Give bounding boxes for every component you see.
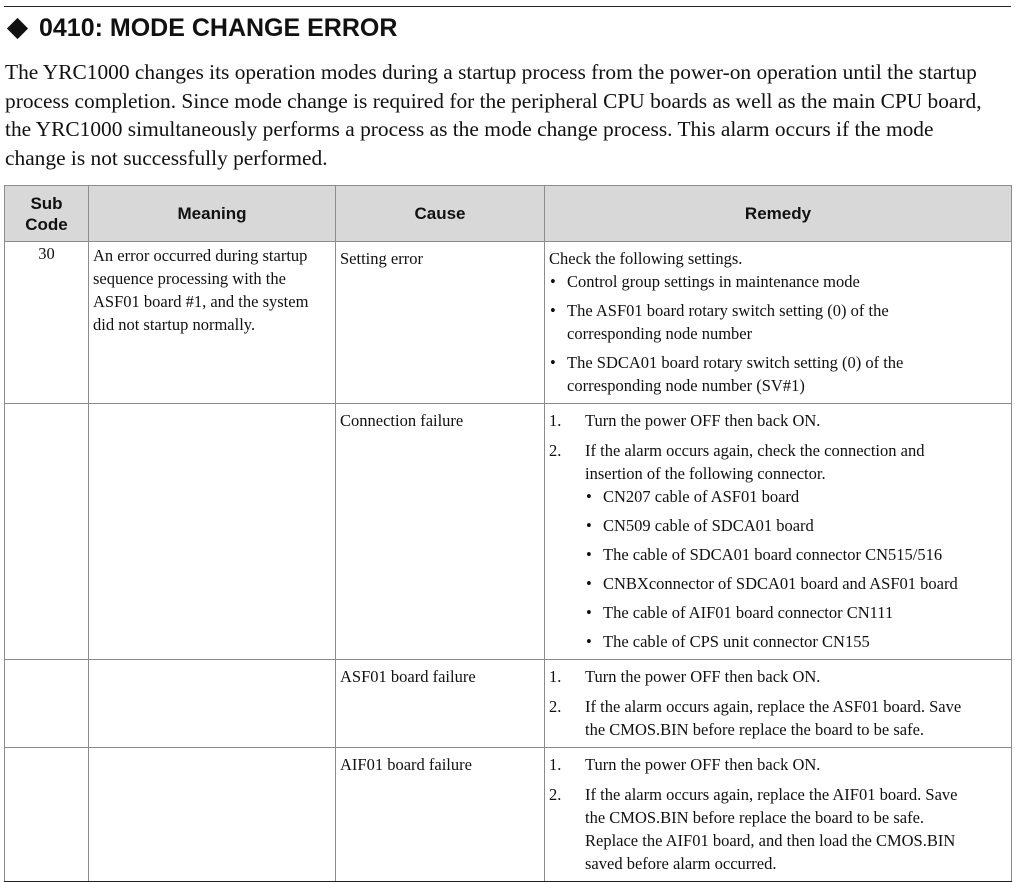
intro-paragraph <box>5 58 1011 172</box>
section-heading <box>6 13 397 43</box>
connector-list <box>585 485 1007 653</box>
cause-cell <box>336 242 545 404</box>
remedy-line: the CMOS.BIN before replace the board to be safe. <box>585 808 925 827</box>
cause-cell <box>336 748 545 882</box>
connector-item: • CNBXconnector of SDCA01 board and ASF01 board <box>585 572 1007 595</box>
step-number: 1. <box>549 667 562 686</box>
remedy-bullet <box>549 299 1007 345</box>
intro-line: change is not successfully performed. <box>5 145 328 170</box>
sub-code-cell <box>5 748 89 882</box>
meaning-cell <box>89 660 336 748</box>
remedy-bullet <box>549 270 1007 293</box>
cause-cell <box>336 660 545 748</box>
remedy-line: If the alarm occurs again, replace the ASF01 board. Save <box>585 697 962 716</box>
header-remedy: Remedy <box>545 186 1012 242</box>
meaning-line: did not startup normally. <box>93 315 256 334</box>
meaning-line: An error occurred during startup <box>93 246 308 265</box>
connector-item: • The cable of CPS unit connector CN155 <box>585 630 1007 653</box>
remedy-line: the CMOS.BIN before replace the board to be safe. <box>585 720 925 739</box>
remedy-step <box>549 695 1007 741</box>
meaning-cell <box>89 242 336 404</box>
remedy-step <box>549 439 1007 653</box>
sub-code-cell <box>5 660 89 748</box>
step-number: 1. <box>549 411 562 430</box>
alarm-table <box>4 185 1012 882</box>
table-header-row <box>5 186 1012 242</box>
remedy-line: • Control group settings in maintenance mode <box>567 272 860 291</box>
heading-title: 0410: MODE CHANGE ERROR <box>39 13 398 42</box>
remedy-step-list <box>549 665 1007 741</box>
connector-item: • CN509 cable of SDCA01 board <box>585 514 1007 537</box>
diamond-bullet-icon <box>7 17 28 38</box>
remedy-line: • The ASF01 board rotary switch setting (0) of the <box>567 301 889 320</box>
table-row <box>5 660 1012 748</box>
table-row <box>5 242 1012 404</box>
remedy-bullet <box>549 351 1007 397</box>
remedy-line: insertion of the following connector. <box>585 464 826 483</box>
header-meaning: Meaning <box>89 186 336 242</box>
intro-line: the YRC1000 simultaneously performs a process as the mode change process. This alarm occurs if the mode <box>5 117 934 141</box>
meaning-cell <box>89 404 336 660</box>
remedy-line: If the alarm occurs again, replace the AIF01 board. Save <box>585 785 958 804</box>
sub-code-cell <box>5 404 89 660</box>
remedy-cell <box>545 404 1012 660</box>
remedy-step <box>549 409 1007 432</box>
step-number: 2. <box>549 697 562 716</box>
remedy-line: corresponding node number <box>567 324 753 343</box>
remedy-cell <box>545 660 1012 748</box>
meaning-line: ASF01 board #1, and the system <box>93 292 309 311</box>
meaning-cell <box>89 748 336 882</box>
header-sub-code <box>5 186 89 242</box>
remedy-bullet-list <box>549 270 1007 397</box>
sub-code-cell: 30 <box>5 242 89 404</box>
header-cause: Cause <box>336 186 545 242</box>
connector-item: • CN207 cable of ASF01 board <box>585 485 1007 508</box>
remedy-line: Replace the AIF01 board, and then load the CMOS.BIN <box>585 831 956 850</box>
cause-text: Connection failure <box>340 411 464 430</box>
remedy-cell <box>545 242 1012 404</box>
top-rule <box>4 6 1011 7</box>
intro-line: The YRC1000 changes its operation modes during a startup process from the power-on operation until the startup <box>5 60 977 84</box>
remedy-line: saved before alarm occurred. <box>585 854 777 873</box>
remedy-step-list <box>549 753 1007 875</box>
connector-item: • The cable of SDCA01 board connector CN515/516 <box>585 543 1007 566</box>
remedy-lead: Check the following settings. <box>549 249 743 268</box>
remedy-step <box>549 665 1007 688</box>
step-number: 1. <box>549 755 562 774</box>
remedy-line: • The SDCA01 board rotary switch setting (0) of the <box>567 353 904 372</box>
cause-cell <box>336 404 545 660</box>
remedy-line: corresponding node number (SV#1) <box>567 376 805 395</box>
step-number: 2. <box>549 785 562 804</box>
header-sub-code-line: Sub <box>30 193 63 213</box>
remedy-step <box>549 753 1007 776</box>
remedy-step-list <box>549 409 1007 653</box>
remedy-line: Turn the power OFF then back ON. <box>585 411 821 430</box>
connector-item: • The cable of AIF01 board connector CN111 <box>585 601 1007 624</box>
remedy-step <box>549 783 1007 875</box>
cause-text: ASF01 board failure <box>340 667 476 686</box>
cause-text: Setting error <box>340 249 423 268</box>
meaning-line: sequence processing with the <box>93 269 286 288</box>
step-number: 2. <box>549 441 562 460</box>
remedy-cell <box>545 748 1012 882</box>
intro-line: process completion. Since mode change is required for the peripheral CPU boards as well as the main CPU board, <box>5 88 982 113</box>
header-sub-code-line: Code <box>25 214 68 234</box>
table-row <box>5 748 1012 882</box>
cause-text: AIF01 board failure <box>340 755 472 774</box>
remedy-line: Turn the power OFF then back ON. <box>585 755 821 774</box>
remedy-line: Turn the power OFF then back ON. <box>585 667 821 686</box>
remedy-line: If the alarm occurs again, check the connection and <box>585 441 925 460</box>
table-row <box>5 404 1012 660</box>
